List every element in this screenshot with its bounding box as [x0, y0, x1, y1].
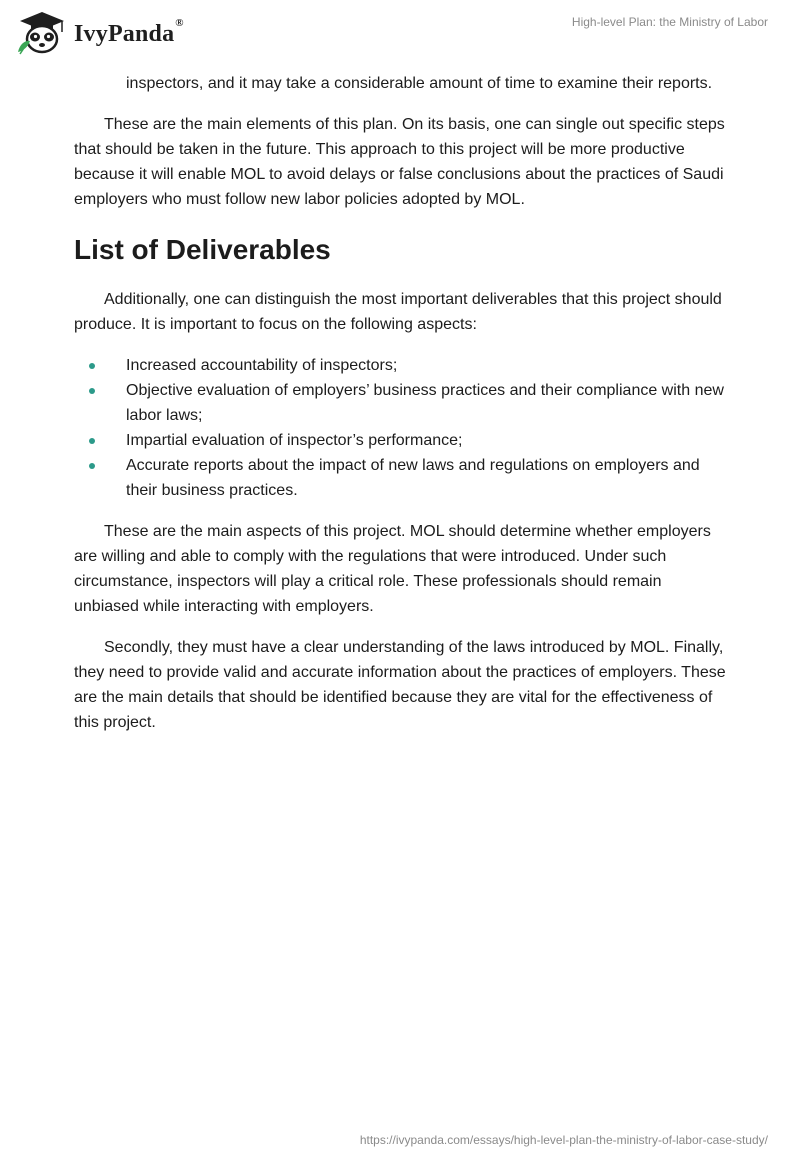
bullet-icon	[89, 363, 95, 369]
document-title: High-level Plan: the Ministry of Labor	[571, 15, 768, 29]
bullet-icon	[89, 463, 95, 469]
essay-body	[74, 71, 730, 751]
continued-list-text: inspectors, and it may take a considerable amount of time to examine their reports.	[126, 75, 713, 92]
list-item: Objective evaluation of employers’ business practices and their compliance with new labor laws;	[74, 378, 730, 428]
page-header	[0, 0, 800, 60]
panda-logo-icon	[14, 8, 70, 56]
paragraph: These are the main aspects of this project. MOL should determine whether employers are willing and able to comply with the regulations that were introduced. Under such circumstance, inspectors will play a critical role. These professionals should remain unbiased while interacting with employers.	[74, 523, 711, 615]
list-item: Impartial evaluation of inspector’s performance;	[74, 428, 730, 453]
paragraph: Additionally, one can distinguish the most important deliverables that this project should produce. It is important to focus on the following aspects:	[74, 291, 722, 333]
list-item: Accurate reports about the impact of new laws and regulations on employers and their business practices.	[74, 453, 730, 503]
paragraph: These are the main elements of this plan. On its basis, one can single out specific steps that should be taken in the future. This approach to this project will be more productive because it will enable MOL to avoid delays or false conclusions about the practices of Saudi employers who must follow new labor policies adopted by MOL.	[74, 116, 725, 208]
bullet-icon	[89, 438, 95, 444]
ivypanda-logo[interactable]	[14, 8, 184, 56]
section-heading: List of Deliverables	[74, 234, 331, 265]
deliverables-list	[74, 353, 730, 503]
brand-name: IvyPanda®	[74, 16, 184, 47]
paragraph: Secondly, they must have a clear understanding of the laws introduced by MOL. Finally, they need to provide valid and accurate information about the practices of employers. These are the main details that should be identified because they are vital for the effectiveness of this project.	[74, 639, 726, 731]
bullet-icon	[89, 388, 95, 394]
source-url[interactable]: https://ivypanda.com/essays/high-level-plan-the-ministry-of-labor-case-study/	[359, 1133, 768, 1147]
list-item: Increased accountability of inspectors;	[74, 353, 730, 378]
